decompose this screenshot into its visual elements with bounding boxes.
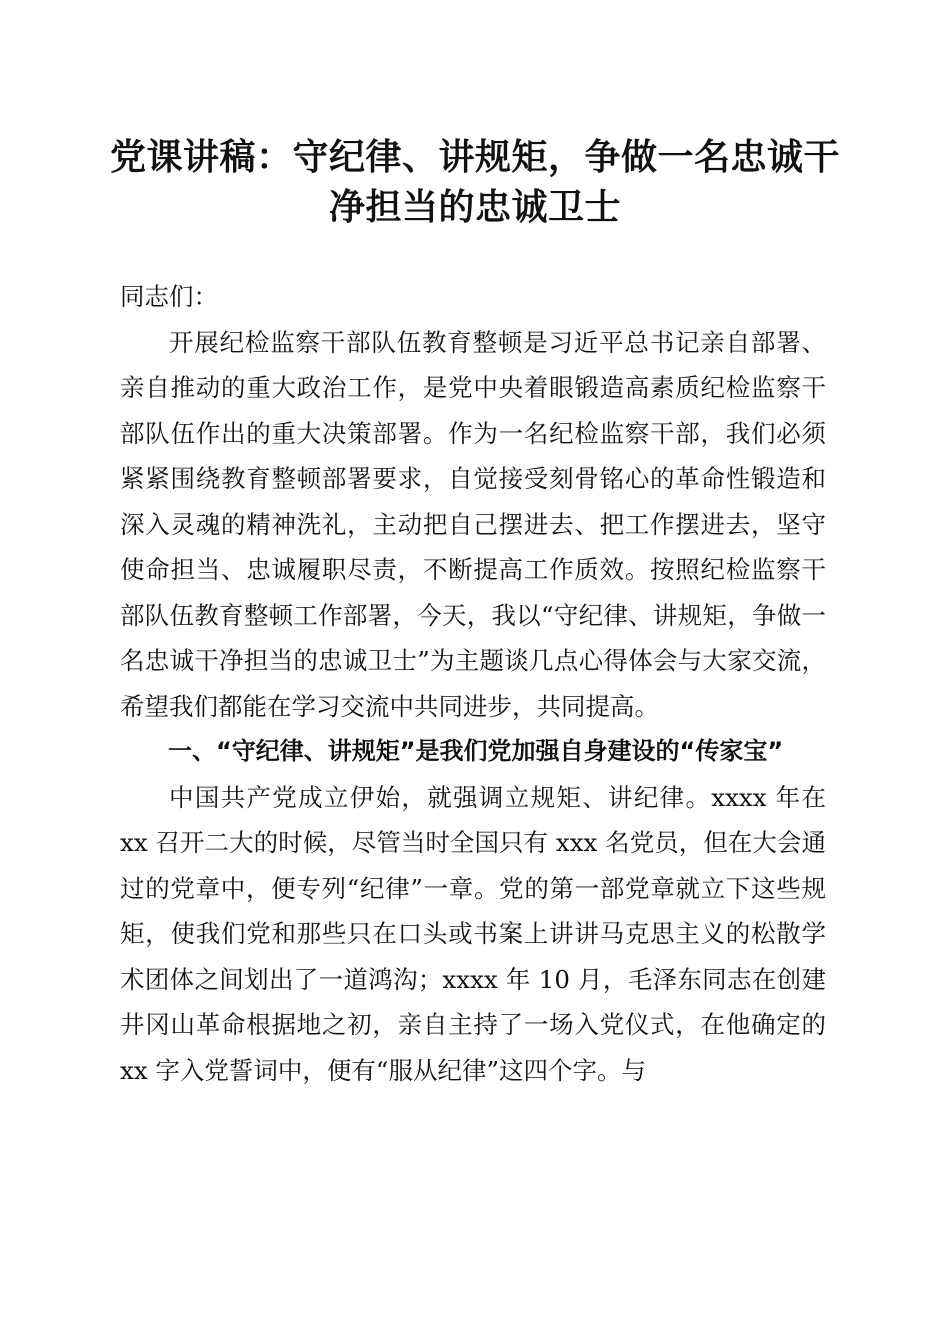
document-body (120, 274, 826, 1093)
intro-paragraph: 开展纪检监察干部队伍教育整顿是习近平总书记亲自部署、亲自推动的重大政治工作，是党中央着眼锻造高素质纪检监察干部队伍作出的重大决策部署。作为一名纪检监察干部，我们必须紧紧围绕教育整顿部署要求，自觉接受刻骨铭心的革命性锻造和深入灵魂的精神洗礼，主动把自己摆进去、把工作摆进去，坚守使命担当、忠诚履职尽责，不断提高工作质效。按照纪检监察干部队伍教育整顿工作部署，今天，我以“守纪律、讲规矩，争做一名忠诚干净担当的忠诚卫士”为主题谈几点心得体会与大家交流，希望我们都能在学习交流中共同进步，共同提高。 (120, 327, 826, 721)
document-title: 党课讲稿：守纪律、讲规矩，争做一名忠诚干净担当的忠诚卫士 (109, 136, 840, 228)
section-1-heading: 一、“守纪律、讲规矩”是我们党加强自身建设的“传家宝” (168, 737, 784, 765)
section-1-paragraph: 中国共产党成立伊始，就强调立规矩、讲纪律。xxxx 年在 xx 召开二大的时候，尽管当时全国只有 xxx 名党员，但在大会通过的党章中，便专列“纪律”一章。党的第一部党章就立下这些规矩，使我们党和那些只在口头或书案上讲讲马克思主义的松散学术团体之间划出了一道鸿沟；xxxx 年 10 月，毛泽东同志在创建井冈山革命根据地之初，亲自主持了一场入党仪式，在他确定的 xx 字入党誓词中，便有“服从纪律”这四个字。与 (120, 782, 826, 1085)
salutation: 同志们： (120, 282, 218, 311)
